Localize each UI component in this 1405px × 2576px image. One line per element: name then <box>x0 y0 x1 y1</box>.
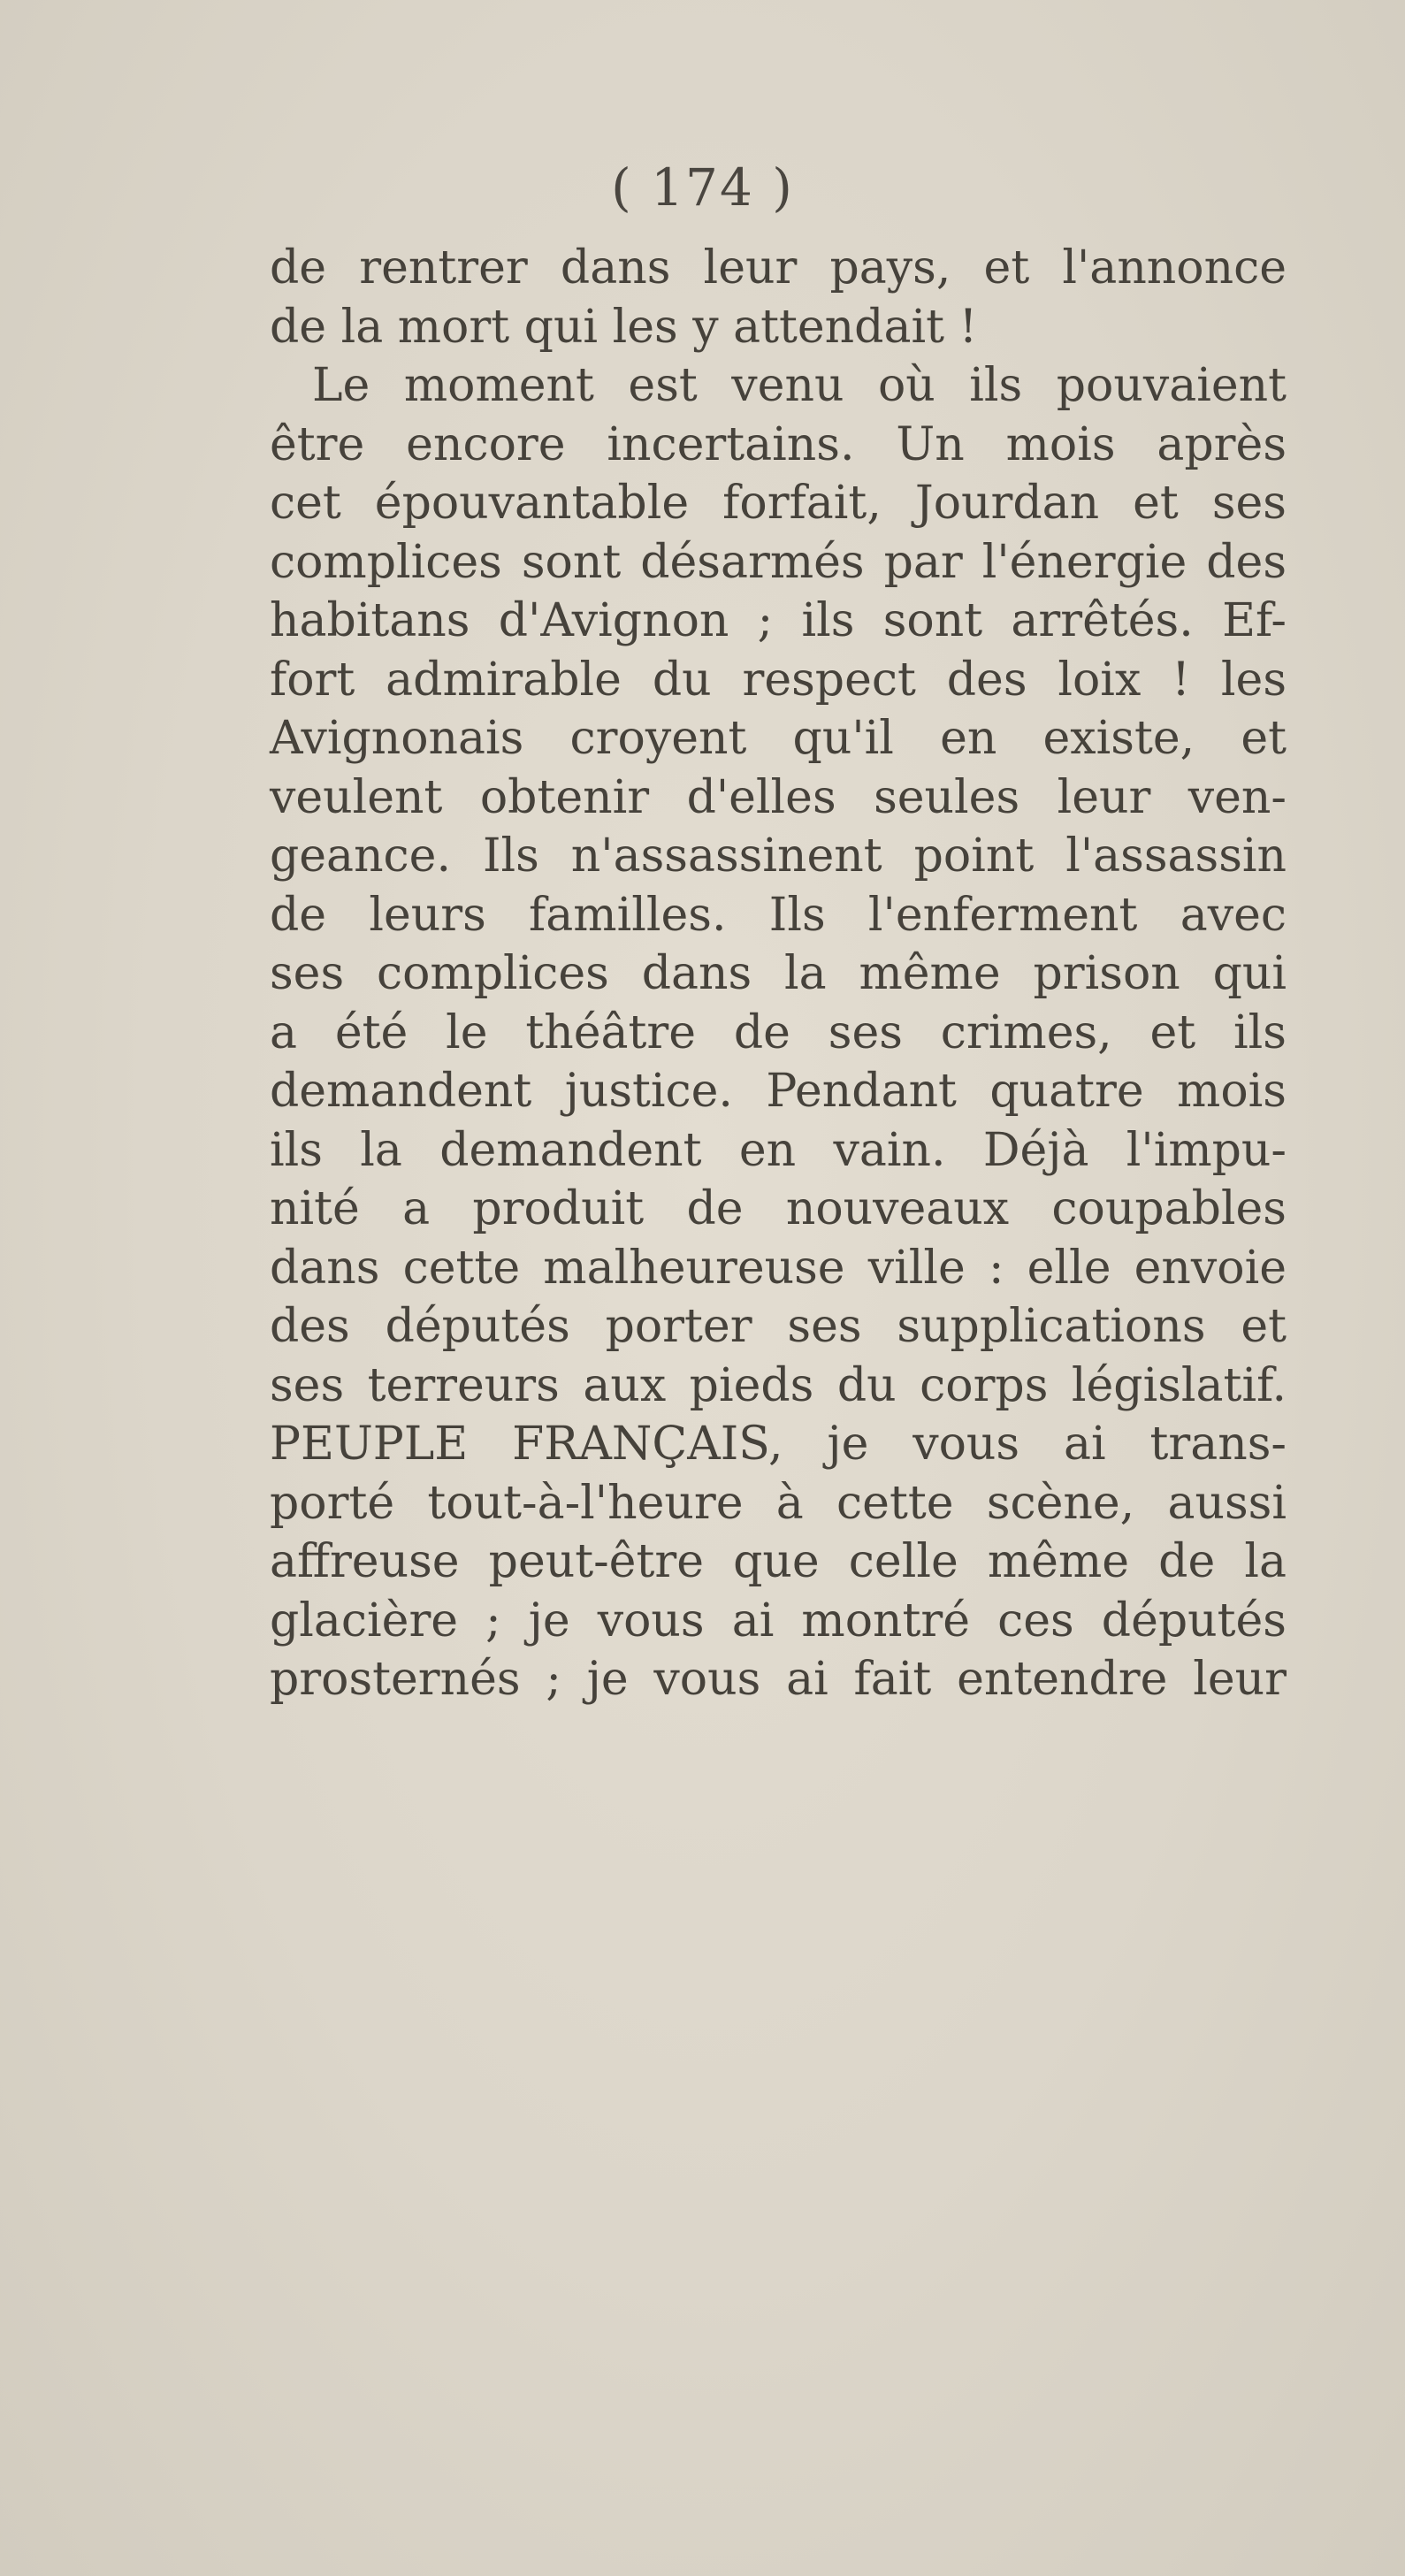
body-text <box>270 239 1287 1709</box>
text-line: veulent obtenir d'elles seules leur ven- <box>270 770 1287 824</box>
text-line: nité a produit de nouveaux coupables <box>270 1182 1287 1235</box>
text-line: dans cette malheureuse ville : elle envoie <box>270 1241 1287 1295</box>
text-line: Le moment est venu où ils pouvaient <box>312 359 1287 412</box>
text-line: affreuse peut-être que celle même de la <box>270 1535 1287 1588</box>
text-line: PEUPLE FRANÇAIS, je vous ai trans- <box>270 1418 1287 1471</box>
page-number: ( 174 ) <box>611 157 794 218</box>
text-line: habitans d'Avignon ; ils sont arrêtés. Ef- <box>270 594 1287 647</box>
text-line: Avignonais croyent qu'il en existe, et <box>270 712 1287 765</box>
text-line: prosternés ; je vous ai fait entendre leur <box>270 1653 1287 1706</box>
text-line: porté tout-à-l'heure à cette scène, aussi <box>270 1476 1287 1530</box>
text-line: de rentrer dans leur pays, et l'annonce <box>270 241 1287 294</box>
text-line: ses complices dans la même prison qui <box>270 947 1287 1000</box>
text-line: de leurs familles. Ils l'enferment avec <box>270 888 1287 942</box>
text-line: a été le théâtre de ses crimes, et ils <box>270 1005 1287 1059</box>
text-line: glacière ; je vous ai montré ces députés <box>270 1594 1287 1647</box>
text-line: fort admirable du respect des loix ! les <box>270 653 1287 707</box>
text-line: cet épouvantable forfait, Jourdan et ses <box>270 477 1287 530</box>
text-line: ses terreurs aux pieds du corps législatif. <box>270 1358 1287 1412</box>
text-line: de la mort qui les y attendait ! <box>270 300 978 354</box>
text-line: demandent justice. Pendant quatre mois <box>270 1065 1287 1118</box>
text-line: être encore incertains. Un mois après <box>270 417 1287 471</box>
text-line: des députés porter ses supplications et <box>270 1300 1287 1353</box>
text-line: geance. Ils n'assassinent point l'assassin <box>270 829 1287 883</box>
text-line: complices sont désarmés par l'énergie des <box>270 535 1287 589</box>
text-line: ils la demandent en vain. Déjà l'impu- <box>270 1123 1287 1177</box>
